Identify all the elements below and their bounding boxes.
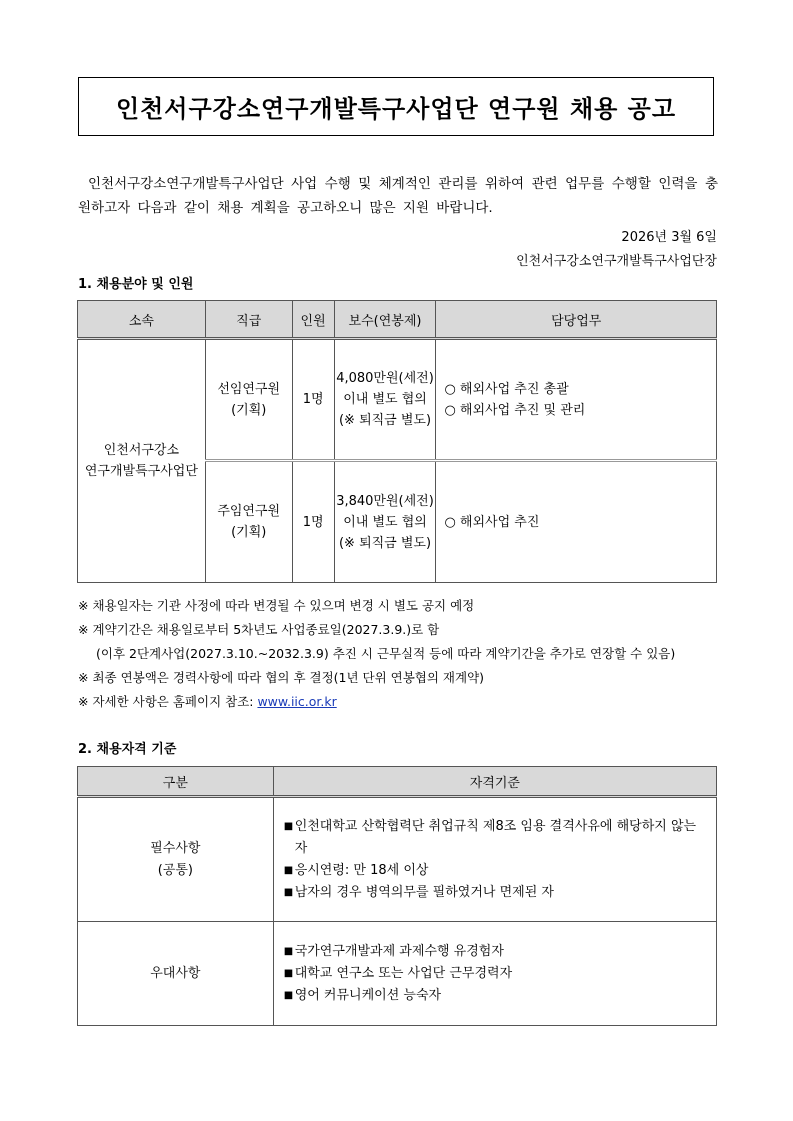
section2-heading: 2. 채용자격 기준 bbox=[78, 742, 177, 757]
table-row bbox=[78, 339, 717, 461]
list-item: ■ 영어 커뮤니케이션 능숙자 bbox=[284, 985, 708, 1007]
table-header-row bbox=[78, 301, 717, 339]
issuer-name: 인천서구강소연구개발특구사업단장 bbox=[516, 254, 717, 269]
homepage-link[interactable]: www.iic.or.kr bbox=[257, 694, 337, 709]
list-item: ■ 남자의 경우 병역의무를 필하였거나 면제된 자 bbox=[284, 882, 708, 904]
required-criteria bbox=[273, 797, 716, 922]
square-bullet-icon: ■ bbox=[283, 864, 294, 876]
square-bullet-icon: ■ bbox=[283, 945, 294, 957]
header-category: 구분 bbox=[78, 767, 274, 797]
header-pay: 보수(연봉제) bbox=[334, 301, 436, 339]
list-item: ■ 인천대학교 산학협력단 취업규칙 제8조 임용 결격사유에 해당하지 않는 자 bbox=[284, 816, 708, 860]
notes-list bbox=[78, 594, 718, 714]
header-criteria: 자격기준 bbox=[273, 767, 716, 797]
note-subitem: (이후 2단계사업(2027.3.10.~2032.3.9) 추진 시 근무실적 등에 따라 계약기간을 추가로 연장할 수 있음) bbox=[96, 646, 676, 661]
note-item: ※ 최종 연봉액은 경력사항에 따라 협의 후 결정(1년 단위 연봉협의 재계약) bbox=[78, 670, 485, 685]
intro-paragraph bbox=[78, 172, 718, 220]
section1-heading: 1. 채용분야 및 인원 bbox=[78, 277, 194, 292]
preferred-label: 우대사항 bbox=[78, 922, 274, 1026]
note-item: ※ 채용일자는 기관 사정에 따라 변경될 수 있으며 변경 시 별도 공지 예정 bbox=[78, 598, 475, 613]
header-rank: 직급 bbox=[205, 301, 292, 339]
table-header-row bbox=[78, 767, 717, 797]
note-item: ※ 자세한 사항은 홈페이지 참조: www.iic.or.kr bbox=[78, 694, 337, 709]
table-row bbox=[78, 797, 717, 922]
table-row bbox=[78, 922, 717, 1026]
list-item: ■ 국가연구개발과제 과제수행 유경험자 bbox=[284, 941, 708, 963]
note-item: ※ 계약기간은 채용일로부터 5차년도 사업종료일(2027.3.9.)로 함 bbox=[78, 622, 440, 637]
recruitment-table bbox=[77, 300, 717, 583]
preferred-criteria bbox=[273, 922, 716, 1026]
rank-cell: 주임연구원 (기획) bbox=[205, 461, 292, 583]
affiliation-cell: 인천서구강소 연구개발특구사업단 bbox=[78, 339, 206, 583]
rank-cell: 선임연구원 (기획) bbox=[205, 339, 292, 461]
count-cell: 1명 bbox=[292, 461, 334, 583]
list-item: ■ 응시연령: 만 18세 이상 bbox=[284, 860, 708, 882]
required-label: 필수사항 (공통) bbox=[78, 797, 274, 922]
intro-text: 인천서구강소연구개발특구사업단 사업 수행 및 체계적인 관리를 위하여 관련 업무를 수행할 인력을 충원하고자 다음과 같이 채용 계획을 공고하오니 많은 지원 바랍니다. bbox=[78, 176, 718, 216]
header-affiliation: 소속 bbox=[78, 301, 206, 339]
page-title: 인천서구강소연구개발특구사업단 연구원 채용 공고 bbox=[78, 77, 714, 136]
duties-cell: ○ 해외사업 추진 bbox=[436, 461, 717, 583]
announcement-date: 2026년 3월 6일 bbox=[621, 230, 717, 245]
square-bullet-icon: ■ bbox=[283, 886, 294, 898]
square-bullet-icon: ■ bbox=[283, 820, 294, 832]
duties-cell: ○ 해외사업 추진 총괄 ○ 해외사업 추진 및 관리 bbox=[436, 339, 717, 461]
square-bullet-icon: ■ bbox=[283, 967, 294, 979]
pay-cell: 3,840만원(세전) 이내 별도 협의 (※ 퇴직금 별도) bbox=[334, 461, 436, 583]
count-cell: 1명 bbox=[292, 339, 334, 461]
square-bullet-icon: ■ bbox=[283, 989, 294, 1001]
header-count: 인원 bbox=[292, 301, 334, 339]
pay-cell: 4,080만원(세전) 이내 별도 협의 (※ 퇴직금 별도) bbox=[334, 339, 436, 461]
header-duties: 담당업무 bbox=[436, 301, 717, 339]
qualification-table bbox=[77, 766, 717, 1026]
list-item: ■ 대학교 연구소 또는 사업단 근무경력자 bbox=[284, 963, 708, 985]
